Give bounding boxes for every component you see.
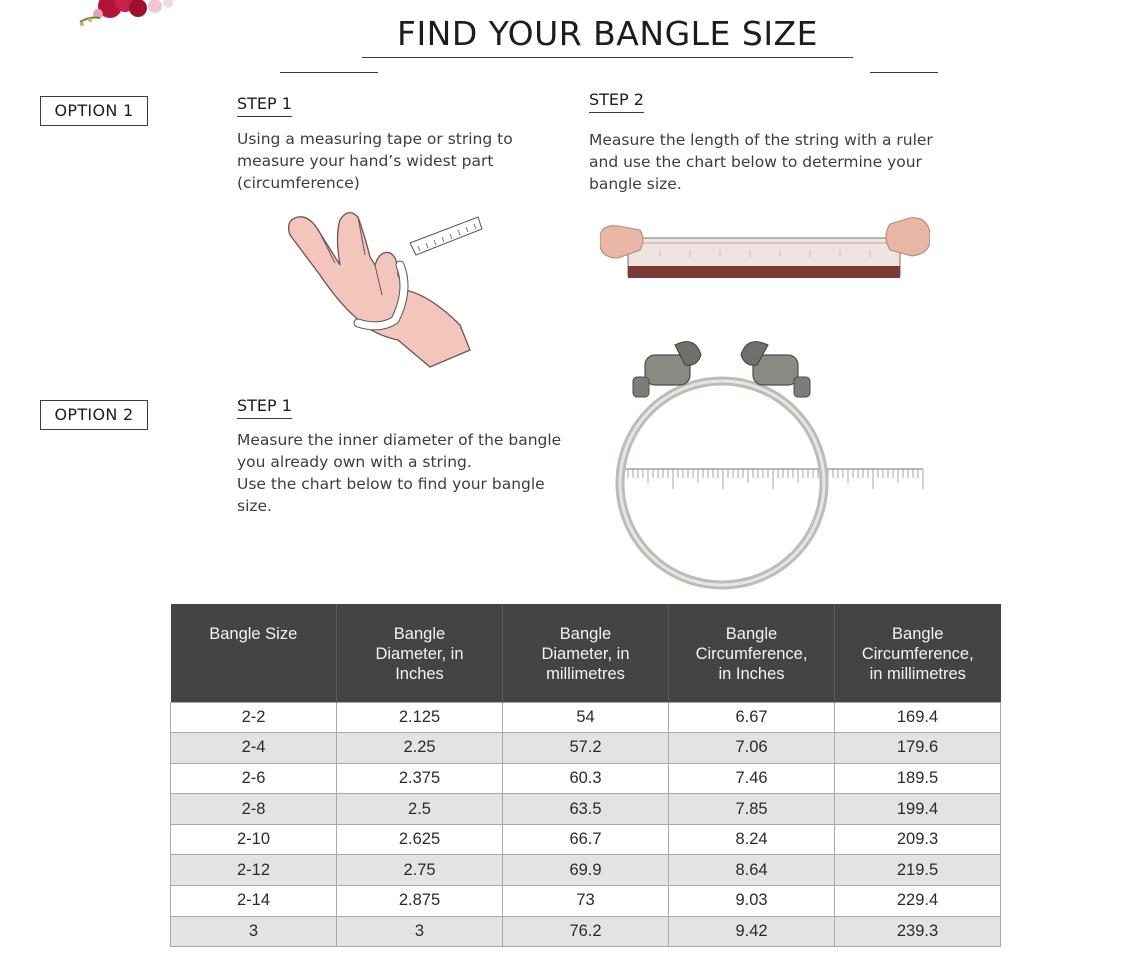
header-line: Circumference, — [861, 645, 974, 663]
cell-diameter-in: 2.875 — [337, 886, 503, 917]
cell-circumference-in: 7.46 — [669, 763, 835, 794]
header-diameter-mm — [503, 604, 669, 702]
option-1-step-2-title: STEP 2 — [589, 90, 644, 113]
table-row — [171, 733, 1001, 764]
text-line: Using a measuring tape or string to — [237, 130, 513, 148]
option-1-step-2-text — [589, 129, 969, 195]
header-diameter-inches — [337, 604, 503, 702]
hand-measuring-tape-icon — [280, 195, 490, 370]
text-line: bangle size. — [589, 175, 682, 193]
text-line: Measure the length of the string with a ruler — [589, 131, 933, 149]
header-circumference-inches — [669, 604, 835, 702]
cell-diameter-mm: 69.9 — [503, 855, 669, 886]
cell-diameter-mm: 76.2 — [503, 916, 669, 947]
title-underline — [362, 57, 853, 58]
cell-diameter-in: 2.25 — [337, 733, 503, 764]
flower-decoration-icon — [70, 0, 190, 30]
cell-diameter-mm: 60.3 — [503, 763, 669, 794]
text-line: Use the chart below to find your bangle — [237, 475, 545, 493]
cell-circumference-mm: 209.3 — [835, 824, 1001, 855]
header-line: Bangle Size — [209, 625, 298, 643]
header-circumference-mm — [835, 604, 1001, 702]
cell-size: 2-8 — [171, 794, 337, 825]
cell-diameter-mm: 57.2 — [503, 733, 669, 764]
option-2-step-1-title: STEP 1 — [237, 396, 292, 419]
header-line: in Inches — [718, 665, 785, 683]
cell-circumference-in: 9.03 — [669, 886, 835, 917]
option-2-step-1-text — [237, 429, 582, 517]
bangle-on-ruler-icon — [605, 335, 925, 590]
option-1-label: OPTION 1 — [40, 96, 148, 126]
cell-size: 3 — [171, 916, 337, 947]
text-line: measure your hand’s widest part — [237, 152, 494, 170]
cell-circumference-mm: 169.4 — [835, 702, 1001, 733]
cell-diameter-in: 2.5 — [337, 794, 503, 825]
cell-circumference-in: 7.06 — [669, 733, 835, 764]
cell-circumference-mm: 199.4 — [835, 794, 1001, 825]
cell-size: 2-12 — [171, 855, 337, 886]
cell-circumference-in: 7.85 — [669, 794, 835, 825]
cell-diameter-in: 2.125 — [337, 702, 503, 733]
header-bangle-size — [171, 604, 337, 702]
text-line: size. — [237, 497, 272, 515]
cell-circumference-mm: 189.5 — [835, 763, 1001, 794]
table-row — [171, 824, 1001, 855]
text-line: Measure the inner diameter of the bangle — [237, 431, 562, 449]
option-1-step-1-title: STEP 1 — [237, 94, 292, 117]
option-2-label: OPTION 2 — [40, 400, 148, 430]
table-row — [171, 763, 1001, 794]
text-line: and use the chart below to determine your — [589, 153, 922, 171]
cell-diameter-mm: 63.5 — [503, 794, 669, 825]
cell-diameter-mm: 54 — [503, 702, 669, 733]
cell-circumference-mm: 219.5 — [835, 855, 1001, 886]
ruler-held-by-hands-icon — [600, 210, 930, 285]
cell-diameter-in: 2.75 — [337, 855, 503, 886]
table-row — [171, 794, 1001, 825]
table-row — [171, 886, 1001, 917]
cell-circumference-in: 9.42 — [669, 916, 835, 947]
header-line: Inches — [395, 665, 444, 683]
cell-circumference-mm: 229.4 — [835, 886, 1001, 917]
divider-right — [870, 72, 938, 73]
cell-diameter-mm: 66.7 — [503, 824, 669, 855]
bangle-size-table — [170, 604, 1001, 947]
cell-size: 2-4 — [171, 733, 337, 764]
cell-diameter-in: 3 — [337, 916, 503, 947]
cell-size: 2-14 — [171, 886, 337, 917]
cell-circumference-mm: 239.3 — [835, 916, 1001, 947]
header-line: Diameter, in — [375, 645, 464, 663]
table-row — [171, 702, 1001, 733]
cell-diameter-mm: 73 — [503, 886, 669, 917]
table-header-row — [171, 604, 1001, 702]
cell-circumference-in: 6.67 — [669, 702, 835, 733]
option-1-step-1-text — [237, 128, 557, 194]
header-line: Bangle — [892, 625, 944, 643]
page-title: FIND YOUR BANGLE SIZE — [396, 14, 819, 53]
cell-diameter-in: 2.375 — [337, 763, 503, 794]
header-line: Bangle — [393, 625, 446, 643]
header-line: in millimetres — [869, 665, 966, 683]
cell-diameter-in: 2.625 — [337, 824, 503, 855]
cell-size: 2-2 — [171, 702, 337, 733]
cell-size: 2-10 — [171, 824, 337, 855]
header-line: millimetres — [546, 665, 625, 683]
header-line: Bangle — [559, 625, 612, 643]
cell-circumference-mm: 179.6 — [835, 733, 1001, 764]
header-line: Diameter, in — [541, 645, 630, 663]
cell-circumference-in: 8.64 — [669, 855, 835, 886]
cell-size: 2-6 — [171, 763, 337, 794]
table-row — [171, 855, 1001, 886]
text-line: you already own with a string. — [237, 453, 472, 471]
cell-circumference-in: 8.24 — [669, 824, 835, 855]
header-line: Circumference, — [695, 645, 808, 663]
table-row — [171, 916, 1001, 947]
divider-left — [280, 72, 378, 73]
text-line: (circumference) — [237, 174, 360, 192]
header-line: Bangle — [725, 625, 778, 643]
